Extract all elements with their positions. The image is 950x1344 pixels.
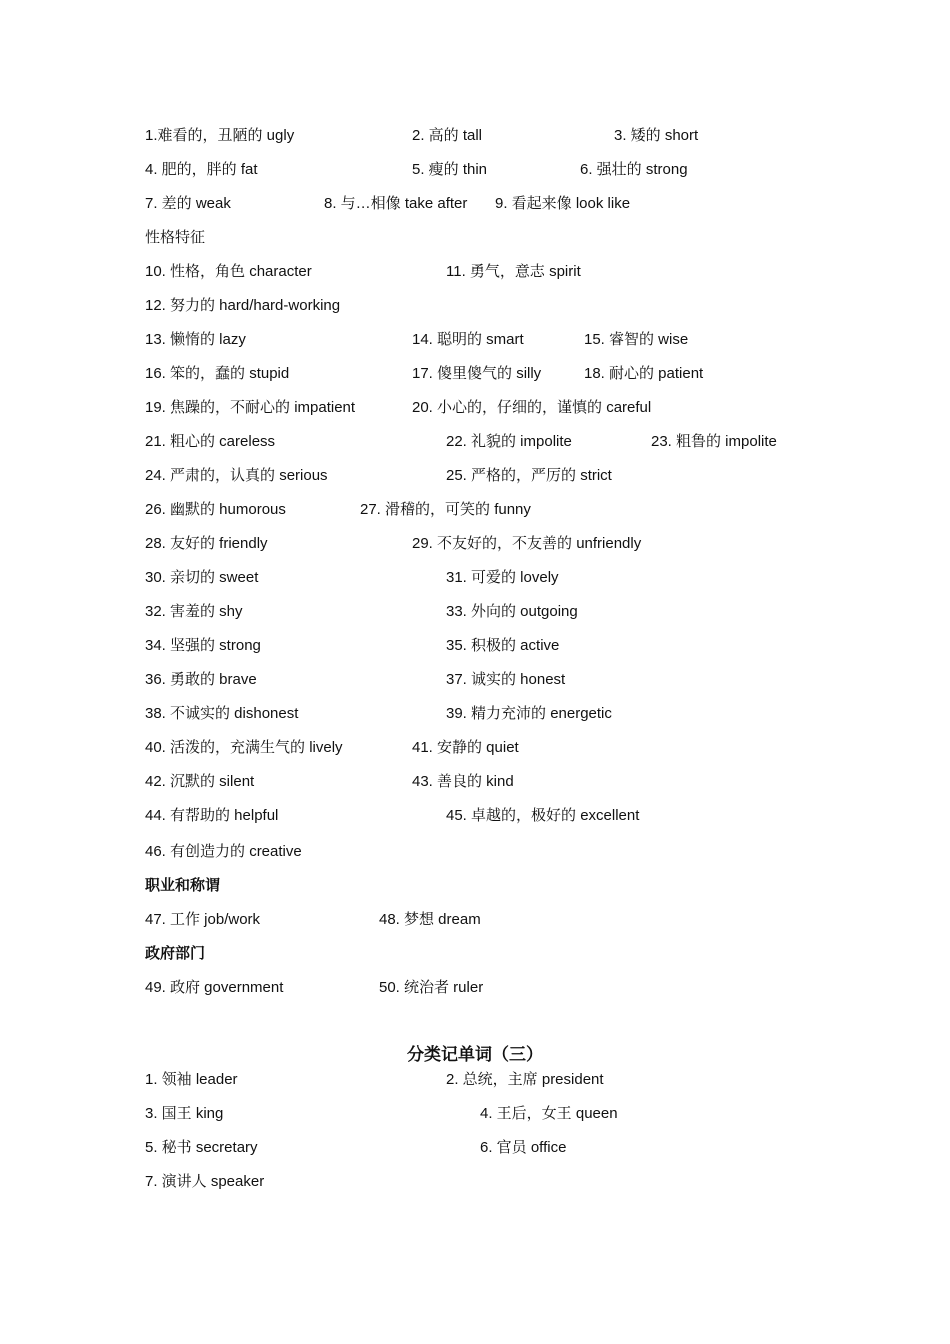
vocab-row: [0, 736, 950, 760]
vocab-item: 48. 梦想 dream: [379, 911, 481, 928]
vocab-item: 35. 积极的 active: [446, 637, 560, 654]
vocab-item: 50. 统治者 ruler: [379, 979, 484, 996]
vocab-item: 21. 粗心的 careless: [145, 433, 276, 450]
vocab-row: [0, 1170, 950, 1194]
vocab-item: 14. 聪明的 smart: [412, 331, 524, 348]
vocab-item: 30. 亲切的 sweet: [145, 569, 259, 586]
vocab-item: 1.难看的，丑陋的 ugly: [145, 127, 295, 144]
vocab-item: 7. 演讲人 speaker: [145, 1173, 265, 1190]
vocab-item: 47. 工作 job/work: [145, 911, 261, 928]
vocab-item: 12. 努力的 hard/hard-working: [145, 297, 341, 314]
vocab-row: [0, 328, 950, 352]
vocab-item: 32. 害羞的 shy: [145, 603, 243, 620]
vocab-row: [0, 634, 950, 658]
vocab-item: 1. 领袖 leader: [145, 1071, 238, 1088]
vocab-item: 33. 外向的 outgoing: [446, 603, 578, 620]
vocab-item: 13. 懒惰的 lazy: [145, 331, 246, 348]
vocab-row: [0, 668, 950, 692]
vocab-item: 24. 严肃的，认真的 serious: [145, 467, 328, 484]
vocab-row: [0, 498, 950, 522]
vocab-row: [0, 1136, 950, 1160]
vocab-row: [0, 464, 950, 488]
vocab-item: 2. 总统，主席 president: [446, 1071, 604, 1088]
vocab-item: 49. 政府 government: [145, 979, 284, 996]
vocab-row: [0, 396, 950, 420]
vocab-item: 22. 礼貌的 impolite: [446, 433, 572, 450]
vocab-item: 5. 瘦的 thin: [412, 161, 488, 178]
vocab-item: 26. 幽默的 humorous: [145, 501, 286, 518]
section-title: 分类记单词（三）: [407, 1045, 543, 1064]
vocab-row: [0, 260, 950, 284]
vocab-item: 44. 有帮助的 helpful: [145, 807, 279, 824]
vocab-item: 37. 诚实的 honest: [446, 671, 566, 688]
vocab-row: [0, 770, 950, 794]
vocab-row: [0, 124, 950, 148]
vocab-item: 3. 矮的 short: [614, 127, 699, 144]
vocab-row: [0, 840, 950, 864]
vocab-item: 6. 官员 office: [480, 1139, 567, 1156]
vocab-item: 17. 傻里傻气的 silly: [412, 365, 542, 382]
section-heading: 职业和称谓: [145, 877, 221, 894]
vocab-row: [0, 908, 950, 932]
vocab-item: 27. 滑稽的，可笑的 funny: [360, 501, 531, 518]
vocab-item: 10. 性格，角色 character: [145, 263, 312, 280]
vocab-item: 36. 勇敢的 brave: [145, 671, 257, 688]
vocab-row: [0, 1068, 950, 1092]
vocab-item: 23. 粗鲁的 impolite: [651, 433, 777, 450]
vocab-row: [0, 702, 950, 726]
vocab-item: 38. 不诚实的 dishonest: [145, 705, 299, 722]
vocab-item: 9. 看起来像 look like: [495, 195, 631, 212]
vocab-row: [0, 158, 950, 182]
vocab-item: 20. 小心的，仔细的，谨慎的 careful: [412, 399, 652, 416]
vocab-item: 19. 焦躁的，不耐心的 impatient: [145, 399, 356, 416]
vocab-item: 11. 勇气，意志 spirit: [446, 263, 581, 280]
vocab-row: [0, 976, 950, 1000]
vocab-item: 34. 坚强的 strong: [145, 637, 261, 654]
vocab-item: 45. 卓越的，极好的 excellent: [446, 807, 640, 824]
vocab-row: [0, 192, 950, 216]
vocab-row: [0, 430, 950, 454]
vocab-row: [0, 1102, 950, 1126]
vocab-item: 41. 安静的 quiet: [412, 739, 519, 756]
vocab-item: 5. 秘书 secretary: [145, 1139, 258, 1156]
section-heading: 政府部门: [145, 945, 206, 962]
vocab-item: 40. 活泼的，充满生气的 lively: [145, 739, 343, 756]
vocab-item: 29. 不友好的，不友善的 unfriendly: [412, 535, 642, 552]
vocab-item: 6. 强壮的 strong: [580, 161, 688, 178]
vocab-item: 16. 笨的，蠢的 stupid: [145, 365, 290, 382]
vocab-item: 42. 沉默的 silent: [145, 773, 255, 790]
vocab-item: 46. 有创造力的 creative: [145, 843, 302, 860]
vocab-item: 7. 差的 weak: [145, 195, 231, 212]
vocab-row: [0, 294, 950, 318]
vocab-row: [0, 532, 950, 556]
vocab-item: 3. 国王 king: [145, 1105, 224, 1122]
vocab-row: [0, 804, 950, 828]
vocab-item: 15. 睿智的 wise: [584, 331, 689, 348]
vocab-item: 39. 精力充沛的 energetic: [446, 705, 612, 722]
vocab-item: 43. 善良的 kind: [412, 773, 514, 790]
vocab-item: 8. 与…相像 take after: [324, 195, 468, 212]
vocab-item: 18. 耐心的 patient: [584, 365, 704, 382]
vocab-item: 2. 高的 tall: [412, 127, 483, 144]
vocab-item: 4. 肥的，胖的 fat: [145, 161, 258, 178]
vocab-item: 25. 严格的，严厉的 strict: [446, 467, 612, 484]
section-heading: 性格特征: [145, 229, 206, 246]
vocab-row: [0, 600, 950, 624]
vocab-item: 4. 王后，女王 queen: [480, 1105, 618, 1122]
vocab-item: 31. 可爱的 lovely: [446, 569, 559, 586]
vocab-row: [0, 566, 950, 590]
vocab-item: 28. 友好的 friendly: [145, 535, 268, 552]
vocab-row: [0, 362, 950, 386]
